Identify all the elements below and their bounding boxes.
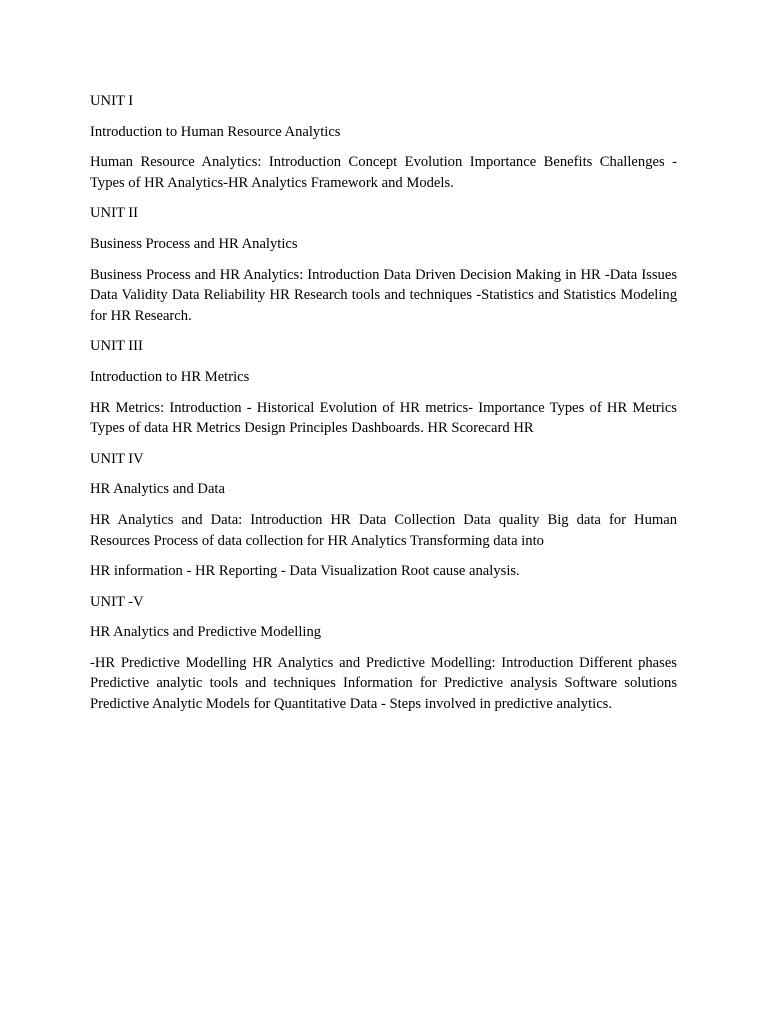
document-page <box>90 91 677 725</box>
unit-5-heading: UNIT -V <box>90 593 144 610</box>
unit-4-heading: UNIT IV <box>90 450 144 467</box>
unit-4-title: HR Analytics and Data <box>90 481 225 498</box>
unit-1-body: Human Resource Analytics: Introduction Concept Evolution Importance Benefits Challenges - Types of HR Analytics-HR Analytics Framework and Models. <box>90 154 677 191</box>
unit-2-title: Business Process and HR Analytics <box>90 235 298 252</box>
unit-1-heading: UNIT I <box>90 93 134 109</box>
unit-2-body: Business Process and HR Analytics: Introduction Data Driven Decision Making in HR -Data Issues Data Validity Data Reliability HR Research tools and techniques -Statistics and Statistics Modeling for HR Research. <box>90 266 677 324</box>
unit-3-heading: UNIT III <box>90 338 143 355</box>
unit-2-heading: UNIT II <box>90 205 138 222</box>
unit-4-body-continued: HR information - HR Reporting - Data Visualization Root cause analysis. <box>90 563 520 580</box>
unit-3-body: HR Metrics: Introduction - Historical Evolution of HR metrics- Importance Types of HR Metrics Types of data HR Metrics Design Principles Dashboards. HR Scorecard HR <box>90 399 677 437</box>
unit-5-title: HR Analytics and Predictive Modelling <box>90 624 322 641</box>
unit-5-body: -HR Predictive Modelling HR Analytics and Predictive Modelling: Introduction Different phases Predictive analytic tools and techniques Information for Predictive analysis Software solutions Predictive Analytic Models for Quantitative Data - Steps involved in predictive analytics. <box>90 654 677 713</box>
unit-3-title: Introduction to HR Metrics <box>90 368 250 385</box>
unit-1-title: Introduction to Human Resource Analytics <box>90 123 341 140</box>
unit-4-body: HR Analytics and Data: Introduction HR Data Collection Data quality Big data for Human Resources Process of data collection for HR Analytics Transforming data into <box>90 511 677 549</box>
